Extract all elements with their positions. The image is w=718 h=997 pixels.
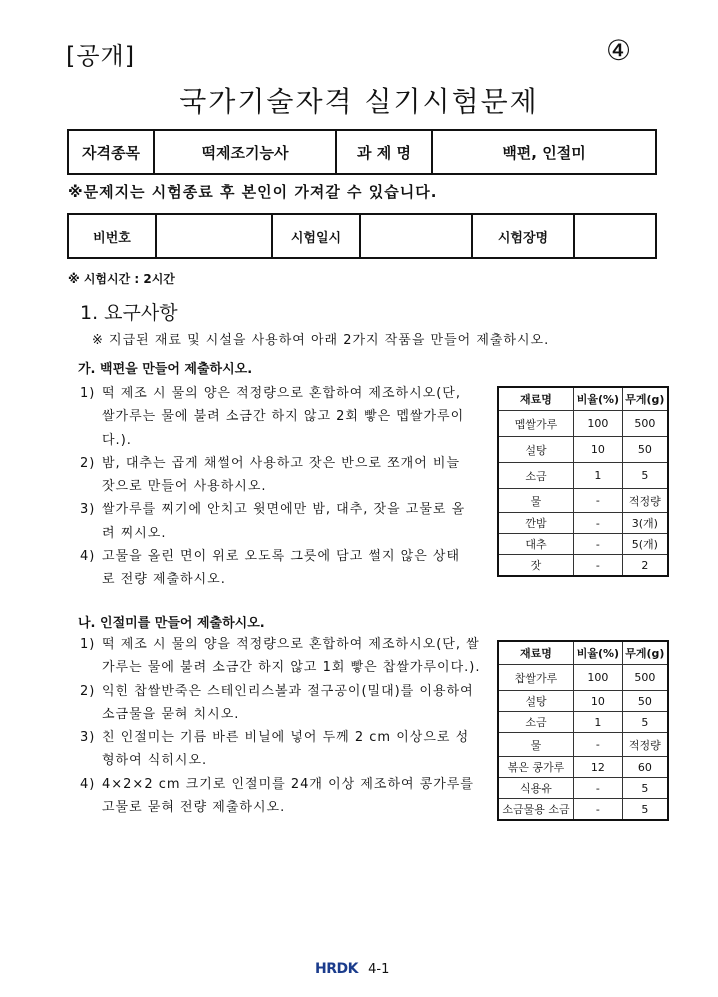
exam-venue-value — [574, 214, 656, 258]
table-row — [498, 437, 668, 463]
exam-time: ※ 시험시간 : 2시간 — [68, 272, 175, 286]
section-b-materials-table — [497, 640, 669, 821]
cell: 볶은 콩가루 — [498, 757, 574, 778]
list-item — [80, 498, 472, 545]
list-item — [80, 545, 472, 592]
cell: 10 — [574, 691, 623, 712]
table-row — [498, 665, 668, 691]
notice-text: ※문제지는 시험종료 후 본인이 가져갈 수 있습니다. — [68, 183, 438, 201]
table-row — [498, 712, 668, 733]
table-row — [498, 757, 668, 778]
cell: 멥쌀가루 — [498, 411, 574, 437]
item-text: 떡 제조 시 물의 양을 적정량으로 혼합하여 제조하시오(단, 쌀가루는 물에 불려 소금간 하지 않고 1회 빻은 찹쌀가루이다.). — [102, 637, 481, 676]
cell: 식용유 — [498, 778, 574, 799]
table-row — [498, 489, 668, 513]
cell: 깐밤 — [498, 513, 574, 534]
cell: 3(개) — [622, 513, 668, 534]
cell: 적정량 — [622, 489, 668, 513]
cell: 5 — [622, 778, 668, 799]
footer — [315, 961, 389, 977]
cell: 500 — [622, 665, 668, 691]
table-row — [498, 411, 668, 437]
list-item — [80, 773, 482, 820]
cell: 잣 — [498, 555, 574, 577]
section-a-materials-table — [497, 386, 669, 577]
cell: - — [574, 555, 623, 577]
cell: 50 — [622, 437, 668, 463]
cell: 적정량 — [622, 733, 668, 757]
table-row — [498, 513, 668, 534]
list-item — [80, 633, 482, 680]
cell: 1 — [574, 463, 623, 489]
item-text: 익힌 찹쌀반죽은 스테인리스볼과 절구공이(밀대)를 이용하여 소금물을 묻혀 치시오. — [102, 683, 474, 722]
cell: 500 — [622, 411, 668, 437]
cell: - — [574, 534, 623, 555]
cell: 5 — [622, 463, 668, 489]
problem-number: ④ — [606, 34, 632, 67]
list-item — [80, 726, 482, 773]
list-item — [80, 452, 472, 499]
exam-datetime-label: 시험일시 — [272, 214, 360, 258]
requirements-intro: ※ 지급된 재료 및 시설을 사용하여 아래 2가지 작품을 만들어 제출하시오. — [92, 333, 550, 348]
table-row — [498, 534, 668, 555]
cell: 찹쌀가루 — [498, 665, 574, 691]
cell: 대추 — [498, 534, 574, 555]
col-header: 비율(%) — [574, 387, 623, 411]
cell: - — [574, 778, 623, 799]
col-header: 비율(%) — [574, 641, 623, 665]
cell: 100 — [574, 665, 623, 691]
item-number: 1) — [80, 637, 96, 652]
cell: 물 — [498, 489, 574, 513]
section-b-items — [80, 633, 482, 819]
task-value: 백편, 인절미 — [432, 130, 656, 174]
page-title: 국가기술자격 실기시험문제 — [179, 85, 539, 118]
col-header: 재료명 — [498, 387, 574, 411]
cell: 5 — [622, 799, 668, 821]
section-b-title: 나. 인절미를 만들어 제출하시오. — [78, 616, 265, 631]
section-a-items — [80, 382, 472, 592]
public-tag: [공개] — [66, 42, 136, 70]
page-number: 4-1 — [368, 962, 390, 977]
cell: 설탕 — [498, 691, 574, 712]
cell: - — [574, 799, 623, 821]
cell: 5(개) — [622, 534, 668, 555]
cell: 소금 — [498, 463, 574, 489]
item-text: 친 인절미는 기름 바른 비닐에 넣어 두께 2 cm 이상으로 성형하여 식히시오. — [102, 730, 470, 769]
item-number: 3) — [80, 730, 96, 746]
requirements-title: 1. 요구사항 — [80, 302, 178, 324]
table-row — [498, 463, 668, 489]
list-item — [80, 680, 482, 727]
cell: 소금 — [498, 712, 574, 733]
item-number: 4) — [80, 549, 96, 565]
cell: 2 — [622, 555, 668, 577]
hrdk-logo: HRDK — [315, 961, 358, 977]
item-text: 밤, 대추는 곱게 채썰어 사용하고 잣은 반으로 쪼개어 비늘잣으로 만들어 사용하시오. — [102, 455, 461, 495]
secret-number-label: 비번호 — [68, 214, 156, 258]
cell: 12 — [574, 757, 623, 778]
cell: 50 — [622, 691, 668, 712]
item-text: 쌀가루를 찌기에 안치고 윗면에만 밤, 대추, 잣을 고물로 올려 찌시오. — [102, 502, 466, 541]
cell: 60 — [622, 757, 668, 778]
table-row — [498, 799, 668, 821]
qualification-table — [67, 129, 657, 175]
item-number: 1) — [80, 386, 96, 401]
qual-value: 떡제조기능사 — [154, 130, 336, 174]
item-number: 3) — [80, 502, 96, 518]
cell: 물 — [498, 733, 574, 757]
col-header: 무게(g) — [622, 387, 668, 411]
item-number: 4) — [80, 776, 96, 792]
section-a-title: 가. 백편을 만들어 제출하시오. — [78, 362, 253, 377]
item-text: 4×2×2 cm 크기로 인절미를 24개 이상 제조하여 콩가루를 고물로 묻혀 전량 제출하시오. — [102, 776, 474, 816]
cell: 1 — [574, 712, 623, 733]
cell: 100 — [574, 411, 623, 437]
item-text: 떡 제조 시 물의 양은 적정량으로 혼합하여 제조하시오(단, 쌀가루는 물에 불려 소금간 하지 않고 2회 빻은 멥쌀가루이다.). — [102, 386, 465, 448]
table-row — [498, 555, 668, 577]
cell: - — [574, 733, 623, 757]
cell: 5 — [622, 712, 668, 733]
item-number: 2) — [80, 455, 96, 471]
cell: - — [574, 489, 623, 513]
item-text: 고물을 올린 면이 위로 오도록 그릇에 담고 썰지 않은 상태로 전량 제출하시오. — [102, 549, 461, 588]
table-row — [498, 778, 668, 799]
table-row — [498, 733, 668, 757]
exam-info-table — [67, 213, 657, 259]
task-label: 과 제 명 — [336, 130, 432, 174]
list-item — [80, 382, 472, 452]
col-header: 무게(g) — [622, 641, 668, 665]
qual-label: 자격종목 — [68, 130, 154, 174]
item-number: 2) — [80, 683, 96, 699]
cell: 소금물용 소금 — [498, 799, 574, 821]
cell: 설탕 — [498, 437, 574, 463]
exam-venue-label: 시험장명 — [472, 214, 574, 258]
exam-datetime-value — [360, 214, 472, 258]
col-header: 재료명 — [498, 641, 574, 665]
table-row — [498, 691, 668, 712]
cell: - — [574, 513, 623, 534]
secret-number-value — [156, 214, 272, 258]
cell: 10 — [574, 437, 623, 463]
